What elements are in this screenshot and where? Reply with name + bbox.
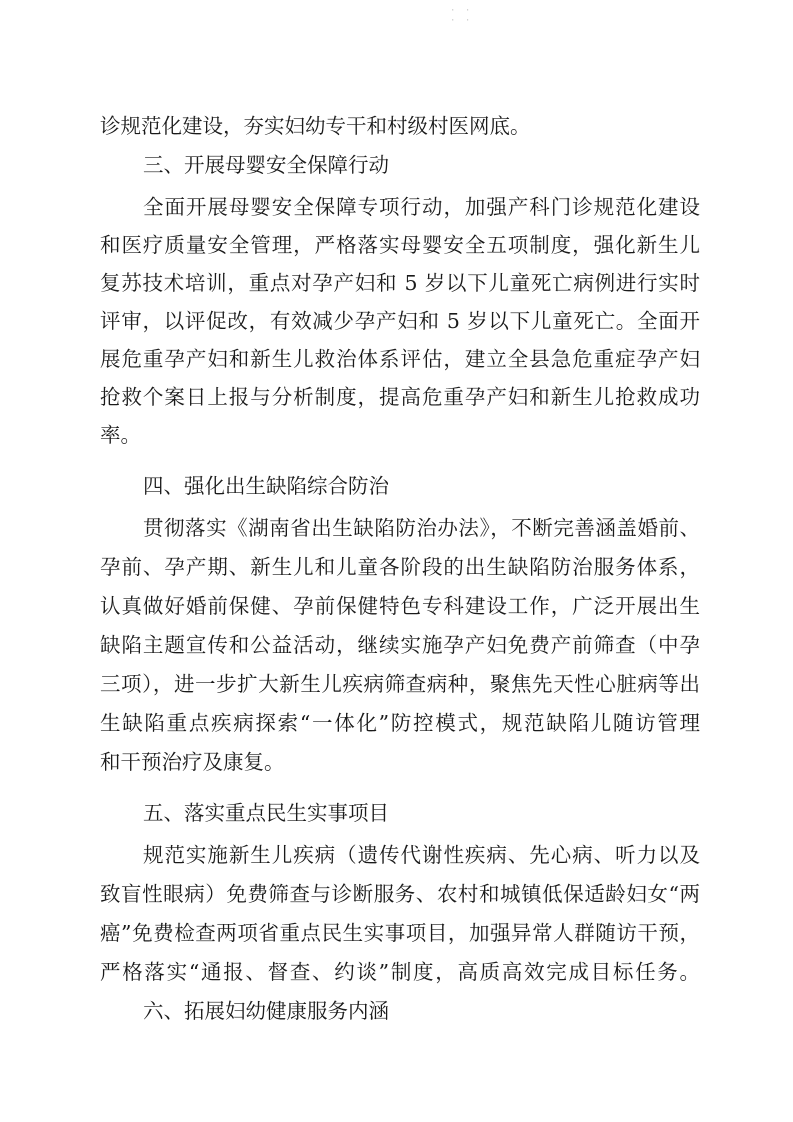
body-text-line: 规范实施新生儿疾病（遗传代谢性疾病、先心病、听力以及	[143, 843, 700, 867]
body-text-line: 孕前、孕产期、新生儿和儿童各阶段的出生缺陷防治服务体系，	[100, 555, 700, 579]
body-text-line: 缺陷主题宣传和公益活动，继续实施孕产妇免费产前筛查（中孕	[100, 633, 700, 657]
body-text-line: 癌”免费检查两项省重点民生实事项目，加强异常人群随访干预，	[100, 921, 700, 945]
body-text-line: 展危重孕产妇和新生儿救治体系评估，建立全县急危重症孕产妇	[100, 347, 700, 371]
body-text-line: 和干预治疗及康复。	[100, 750, 285, 774]
body-text-line: 抢救个案日上报与分析制度，提高危重孕产妇和新生儿抢救成功	[100, 385, 700, 409]
body-text-line: 严格落实“通报、督查、约谈”制度，高质高效完成目标任务。	[100, 960, 700, 984]
body-text-line: 三项），进一步扩大新生儿疾病筛查病种，聚焦先天性心脏病等出	[100, 672, 700, 696]
body-text-line: 认真做好婚前保健、孕前保健特色专科建设工作，广泛开展出生	[100, 594, 700, 618]
body-text-line: 生缺陷重点疾病探索“一体化”防控模式，规范缺陷儿随访管理	[100, 711, 700, 735]
scan-artifact: · · · ·	[450, 6, 473, 26]
section-heading-3: 三、开展母婴安全保障行动	[143, 153, 389, 177]
body-text-line: 和医疗质量安全管理，严格落实母婴安全五项制度，强化新生儿	[100, 233, 700, 257]
body-text-line: 诊规范化建设，夯实妇幼专干和村级村医网底。	[100, 114, 531, 138]
body-text-line: 评审，以评促改，有效减少孕产妇和 5 岁以下儿童死亡。全面开	[100, 309, 700, 333]
body-text-line: 率。	[100, 423, 141, 447]
body-text-line: 全面开展母婴安全保障专项行动，加强产科门诊规范化建设	[143, 195, 700, 219]
section-heading-4: 四、强化出生缺陷综合防治	[143, 474, 389, 498]
body-text-line: 复苏技术培训，重点对孕产妇和 5 岁以下儿童死亡病例进行实时	[100, 271, 700, 295]
section-heading-6: 六、拓展妇幼健康服务内涵	[143, 999, 389, 1023]
section-heading-5: 五、落实重点民生实事项目	[143, 801, 389, 825]
body-text-line: 致盲性眼病）免费筛查与诊断服务、农村和城镇低保适龄妇女“两	[100, 882, 700, 906]
body-text-line: 贯彻落实《湖南省出生缺陷防治办法》，不断完善涵盖婚前、	[143, 516, 700, 540]
